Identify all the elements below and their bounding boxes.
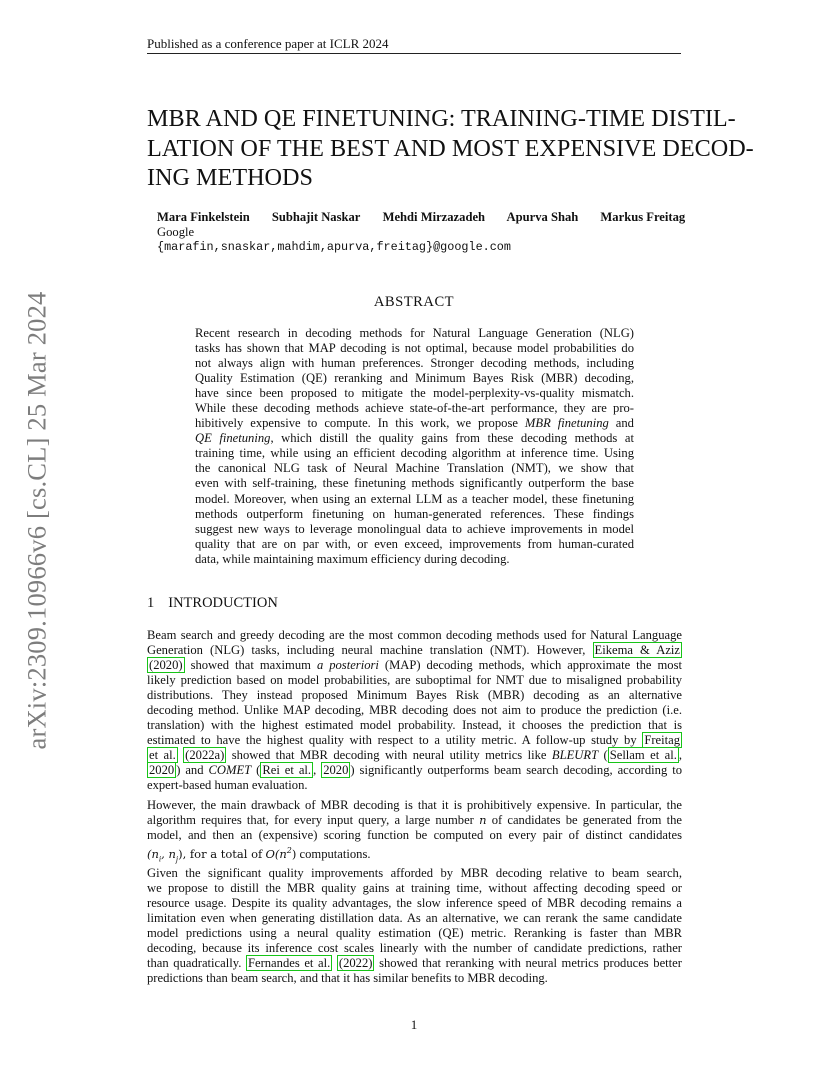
body-line — [147, 643, 682, 658]
citation-link-fernandes-year[interactable]: (2022) — [338, 956, 373, 971]
body-line: Given the significant quality improvements afforded by MBR decoding relative to beam search, — [147, 866, 682, 880]
author-name: Mehdi Mirzazadeh — [382, 210, 486, 224]
body-line — [147, 813, 682, 828]
emphasis-qe-finetuning: QE finetuning — [195, 431, 271, 446]
citation-link-freitag-year[interactable]: (2022a) — [185, 748, 225, 763]
math-complexity — [265, 847, 296, 861]
abstract-text: hibitively expensive to compute. In this work, we propose — [195, 416, 518, 431]
citation-link-freitag[interactable]: Freitag — [644, 733, 680, 748]
body-text: showed that MBR decoding with neural utility metrics like — [231, 748, 547, 763]
abstract-body — [195, 326, 634, 567]
emphasis-comet: COMET — [208, 763, 252, 778]
page-number: 1 — [410, 1017, 418, 1032]
body-line: expert-based human evaluation. — [147, 778, 308, 793]
abstract-line: the canonical NLG task of Neural Machine Translation (NMT), we show that — [195, 461, 634, 476]
section-title: INTRODUCTION — [168, 595, 278, 611]
body-line: model predictions using a neural quality estimation (QE) metric. Reranking is faster than MBR — [147, 926, 682, 941]
abstract-line: suggest new ways to leverage monolingual data to achieve improvements in model — [195, 521, 634, 536]
author-name: Apurva Shah — [506, 210, 579, 224]
body-text: showed that maximum — [190, 658, 311, 673]
body-line: et al. (2022a) showed that MBR decoding with neural utility metrics like BLEURT ( Sellam et al. , — [149, 748, 683, 763]
abstract-line: tasks has shown that MAP decoding is not optimal, because model probabilities do — [195, 341, 634, 356]
body-text: than quadratically. — [147, 956, 242, 971]
math-sub: j — [175, 854, 179, 864]
abstract-line: even with self-training, these finetuning methods significantly outperform the base — [195, 476, 634, 491]
math-sub: i — [158, 854, 162, 864]
abstract-line: training time, while using an efficient decoding algorithm at inference time. Using — [195, 446, 634, 461]
abstract-line: model. Moreover, when using an external LLM as a teacher model, these finetuning — [195, 491, 634, 506]
body-line: predictions than beam search, and that it has similar benefits to MBR decoding. — [147, 971, 548, 986]
author-name: Markus Freitag — [600, 210, 686, 224]
citation-link-rei[interactable]: Rei et al. — [262, 763, 312, 778]
author-emails: {marafin,snaskar,mahdim,apurva,freitag}@google.com — [157, 240, 511, 254]
body-line — [147, 843, 682, 866]
author-name: Subhajit Naskar — [271, 210, 361, 224]
abstract-line: quality that are on par with, or even exceed, improvements from human-curated — [195, 536, 634, 551]
citation-link-eikema-year[interactable]: (2020) — [149, 658, 183, 673]
body-text: estimated to have the highest quality with respect to a utility metric. A follow-up study by — [147, 733, 637, 748]
body-line: However, the main drawback of MBR decoding is that it is prohibitively expensive. In particular, the — [147, 798, 682, 812]
body-line: Beam search and greedy decoding are the most common decoding methods used for Natural Language — [147, 628, 682, 642]
body-text: algorithm requires that, for every input query, a large number — [147, 813, 474, 828]
arxiv-stamp-container — [20, 285, 54, 755]
citation-link-freitag-etal[interactable]: et al. — [149, 748, 176, 763]
body-line — [147, 956, 682, 971]
math-sup: 2 — [286, 846, 292, 856]
body-line: limitation even when generating distillation data. As an alternative, we can rerank the same candidate — [147, 911, 682, 926]
section-heading — [147, 595, 278, 612]
author-name: Mara Finkelstein — [157, 210, 250, 224]
math-text: ) — [291, 846, 297, 861]
math-text: (n — [147, 846, 159, 861]
body-line: translation) with the highest estimated model probability. Instead, it chooses the prediction that is — [147, 718, 682, 733]
abstract-text: , which distill the quality gains from these decoding methods at — [270, 431, 634, 446]
body-line: decoding, because its inference cost scales linearly with the number of candidate predictions, rather — [147, 941, 682, 956]
abstract-line: Recent research in decoding methods for Natural Language Generation (NLG) — [195, 326, 634, 340]
body-line: decoding method. Unlike MAP decoding, MBR decoding does not aim to produce the prediction (i.e. — [147, 703, 682, 718]
abstract-line: methods outperform finetuning on human-generated references. These findings — [195, 506, 634, 521]
body-text: significantly outperforms beam search decoding, according to — [359, 763, 682, 778]
arxiv-stamp: arXiv:2309.10966v6 [cs.CL] 25 Mar 2024 — [21, 290, 52, 750]
body-line: likely prediction based on model probabilities, are suboptimal for NMT due to misaligned probability — [147, 673, 682, 688]
body-line: distributions. They instead proposed Minimum Bayes Risk (MBR) decoding as an alternative — [147, 688, 682, 703]
emphasis-bleurt: BLEURT — [551, 748, 599, 763]
body-text: Generation (NLG) tasks, including neural machine translation (NMT). However, — [147, 643, 586, 658]
body-text: of candidates be generated from the — [491, 813, 682, 828]
body-text: showed that reranking with neural metrics produces better — [379, 956, 682, 971]
title-line: MBR AND QE FINETUNING: TRAINING-TIME DISTIL- — [147, 105, 736, 132]
header-rule — [147, 53, 681, 54]
math-n: n — [479, 813, 487, 828]
paper-title — [147, 104, 754, 193]
citation-link-eikema[interactable]: Eikema & Aziz — [594, 643, 681, 658]
body-text: computations. — [299, 846, 371, 861]
abstract-line: not always align with human preferences. Stronger decoding methods, including — [195, 356, 634, 371]
running-header: Published as a conference paper at ICLR 2024 — [147, 36, 389, 51]
body-line: model, and then an (expensive) scoring function be computed on every pair of distinct candidates — [147, 828, 682, 843]
emphasis-a-posteriori: a posteriori — [316, 658, 379, 673]
body-line: resource usage. Despite its quality advantages, the slow inference speed of MBR decoding remains a — [147, 896, 682, 911]
affiliation: Google — [157, 225, 195, 239]
citation-link-sellam-year[interactable]: 2020 — [149, 763, 175, 778]
abstract-line: have since been proposed to mitigate the model-perplexity-vs-quality mismatch. — [195, 386, 634, 401]
intro-paragraph-1 — [147, 628, 682, 794]
title-line: LATION OF THE BEST AND MOST EXPENSIVE DECOD- — [147, 134, 754, 162]
abstract-line: data, while maintaining maximum efficiency during decoding. — [195, 551, 510, 566]
body-line — [147, 733, 682, 748]
body-line: we propose to distill the MBR quality gains at training time, without affecting decoding speed or — [147, 881, 682, 896]
emphasis-mbr-finetuning: MBR finetuning — [524, 416, 609, 431]
math-pair — [147, 846, 263, 864]
abstract-line: Quality Estimation (QE) reranking and Minimum Bayes Risk (MBR) decoding, — [195, 371, 634, 386]
citation-link-fernandes[interactable]: Fernandes et al. — [247, 956, 331, 971]
citation-link-rei-year[interactable]: 2020 — [323, 763, 349, 778]
abstract-heading: ABSTRACT — [373, 294, 455, 310]
section-number: 1 — [147, 595, 155, 611]
intro-paragraph-3 — [147, 866, 682, 986]
body-line — [147, 658, 682, 673]
math-text: O(n — [265, 846, 287, 861]
body-text: and — [185, 763, 204, 778]
title-line: ING METHODS — [147, 164, 313, 191]
abstract-line: While these decoding methods achieve state-of-the-art performance, they are pro- — [195, 401, 634, 416]
math-text: , n — [161, 846, 176, 861]
abstract-line — [195, 416, 634, 431]
body-line: 2020 ) and COMET ( Rei et al. , 2020 ) significantly outperforms beam search decoding, according to — [149, 763, 682, 778]
abstract-text: and — [615, 416, 634, 431]
author-list — [157, 210, 704, 225]
intro-paragraph-2 — [147, 798, 682, 867]
citation-link-sellam[interactable]: Sellam et al. — [609, 748, 677, 763]
body-text: (MAP) decoding methods, which approximate the most — [384, 658, 682, 673]
abstract-line — [195, 431, 634, 446]
math-text: ), for a total of — [178, 846, 263, 861]
